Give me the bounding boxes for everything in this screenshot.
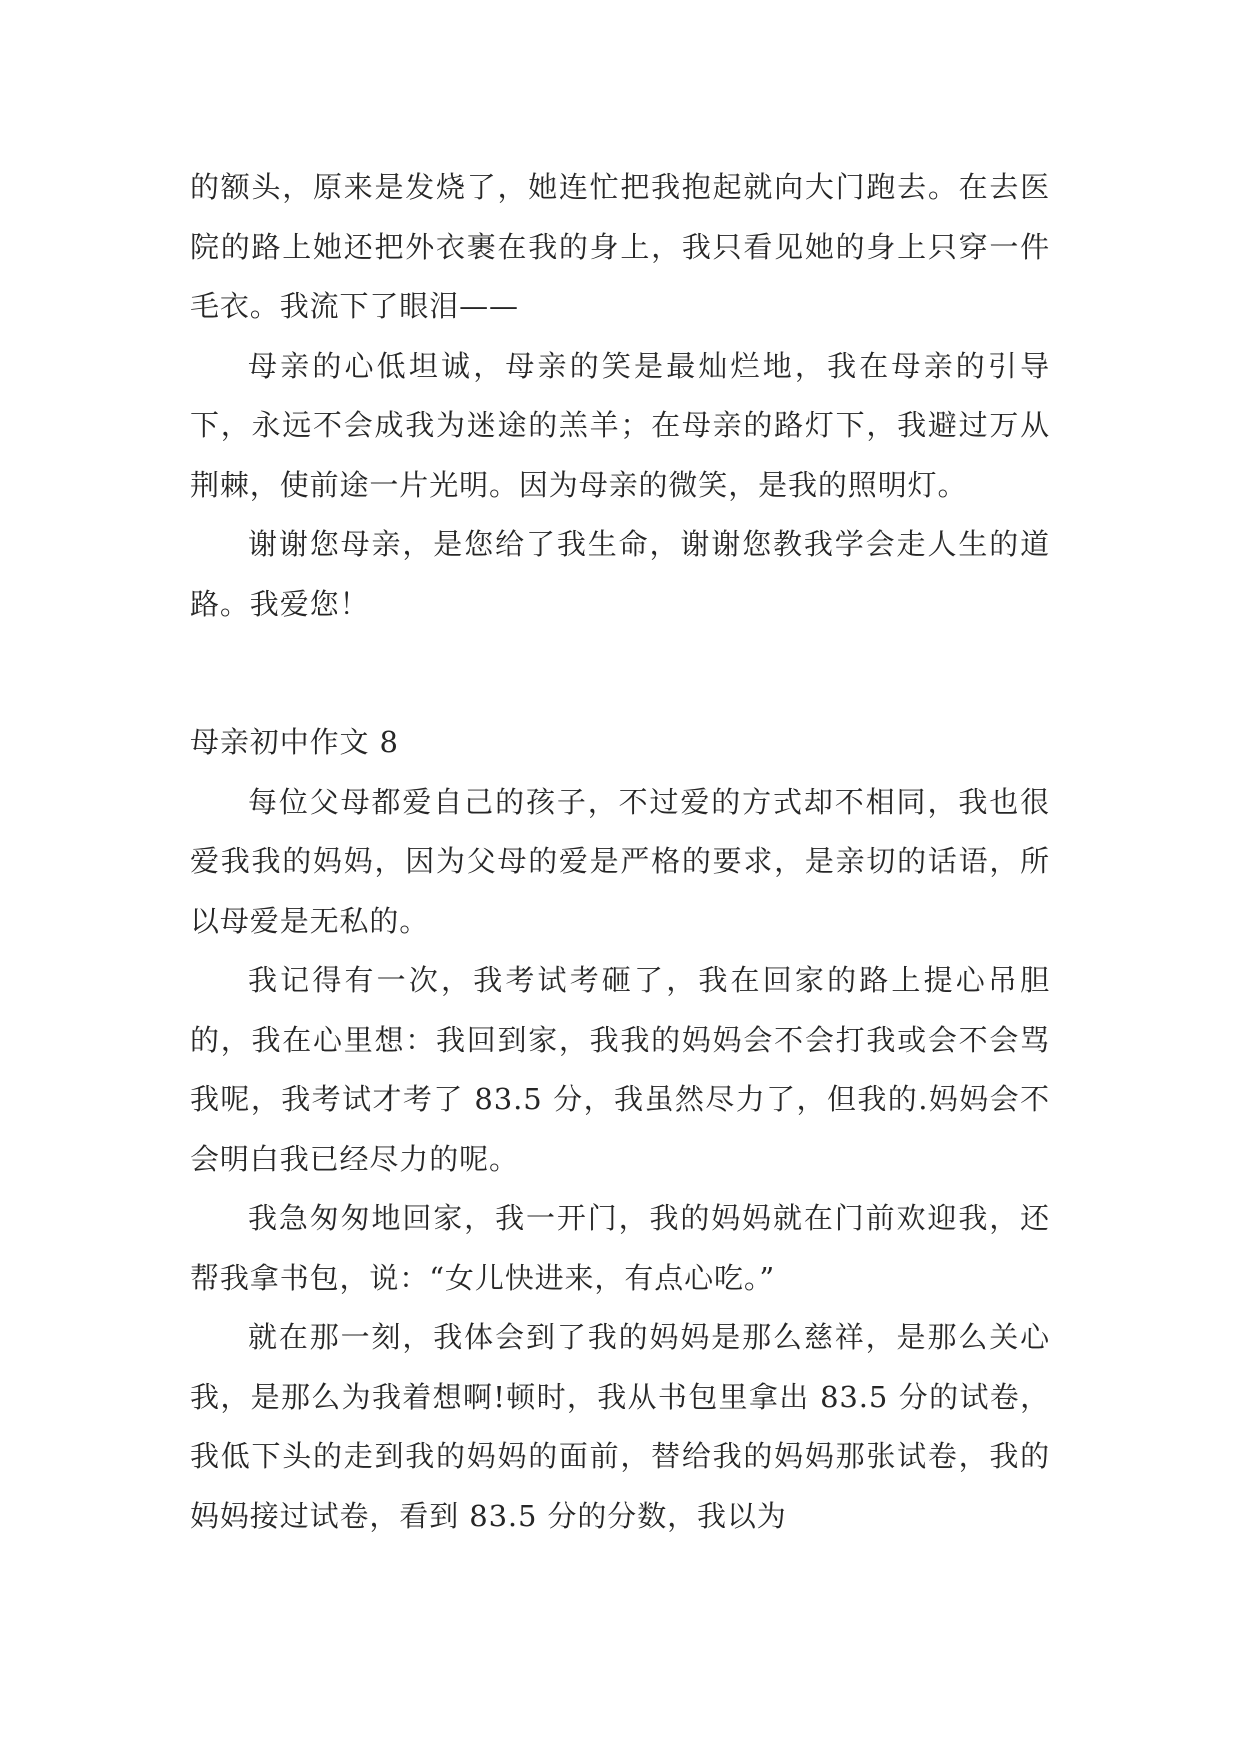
paragraph-exam: 我记得有一次，我考试考砸了，我在回家的路上提心吊胆的，我在心里想：我回到家，我我的妈妈会不会打我或会不会骂我呢，我考试才考了 83.5 分，我虽然尽力了，但我的.妈妈会不会明白我已经尽力的呢。 — [190, 963, 1050, 1176]
essay-title: 母亲初中作文 8 — [190, 725, 399, 759]
paragraph-home: 我急匆匆地回家，我一开门，我的妈妈就在门前欢迎我，还帮我拿书包，说：“女儿快进来，有点心吃。” — [190, 1201, 1050, 1295]
document-body — [190, 158, 1050, 1546]
paragraph-continuation: 的额头，原来是发烧了，她连忙把我抱起就向大门跑去。在去医院的路上她还把外衣裹在我的身上，我只看见她的身上只穿一件毛衣。我流下了眼泪—— — [190, 170, 1050, 323]
paragraph-mother-smile: 母亲的心低坦诚，母亲的笑是最灿烂地，我在母亲的引导下，永远不会成我为迷途的羔羊；在母亲的路灯下，我避过万从荆棘，使前途一片光明。因为母亲的微笑，是我的照明灯。 — [190, 348, 1050, 502]
paragraph-thanks: 谢谢您母亲，是您给了我生命，谢谢您教我学会走人生的道路。我爱您！ — [190, 527, 1050, 621]
paragraph-moment: 就在那一刻，我体会到了我的妈妈是那么慈祥，是那么关心我，是那么为我着想啊!顿时，我从书包里拿出 83.5 分的试卷，我低下头的走到我的妈妈的面前，替给我的妈妈那张试卷，我的妈妈接过试卷，看到 83.5 分的分数，我以为 — [190, 1320, 1050, 1533]
paragraph-intro: 每位父母都爱自己的孩子，不过爱的方式却不相同，我也很爱我我的妈妈，因为父母的爱是严格的要求，是亲切的话语，所以母爱是无私的。 — [190, 784, 1050, 938]
